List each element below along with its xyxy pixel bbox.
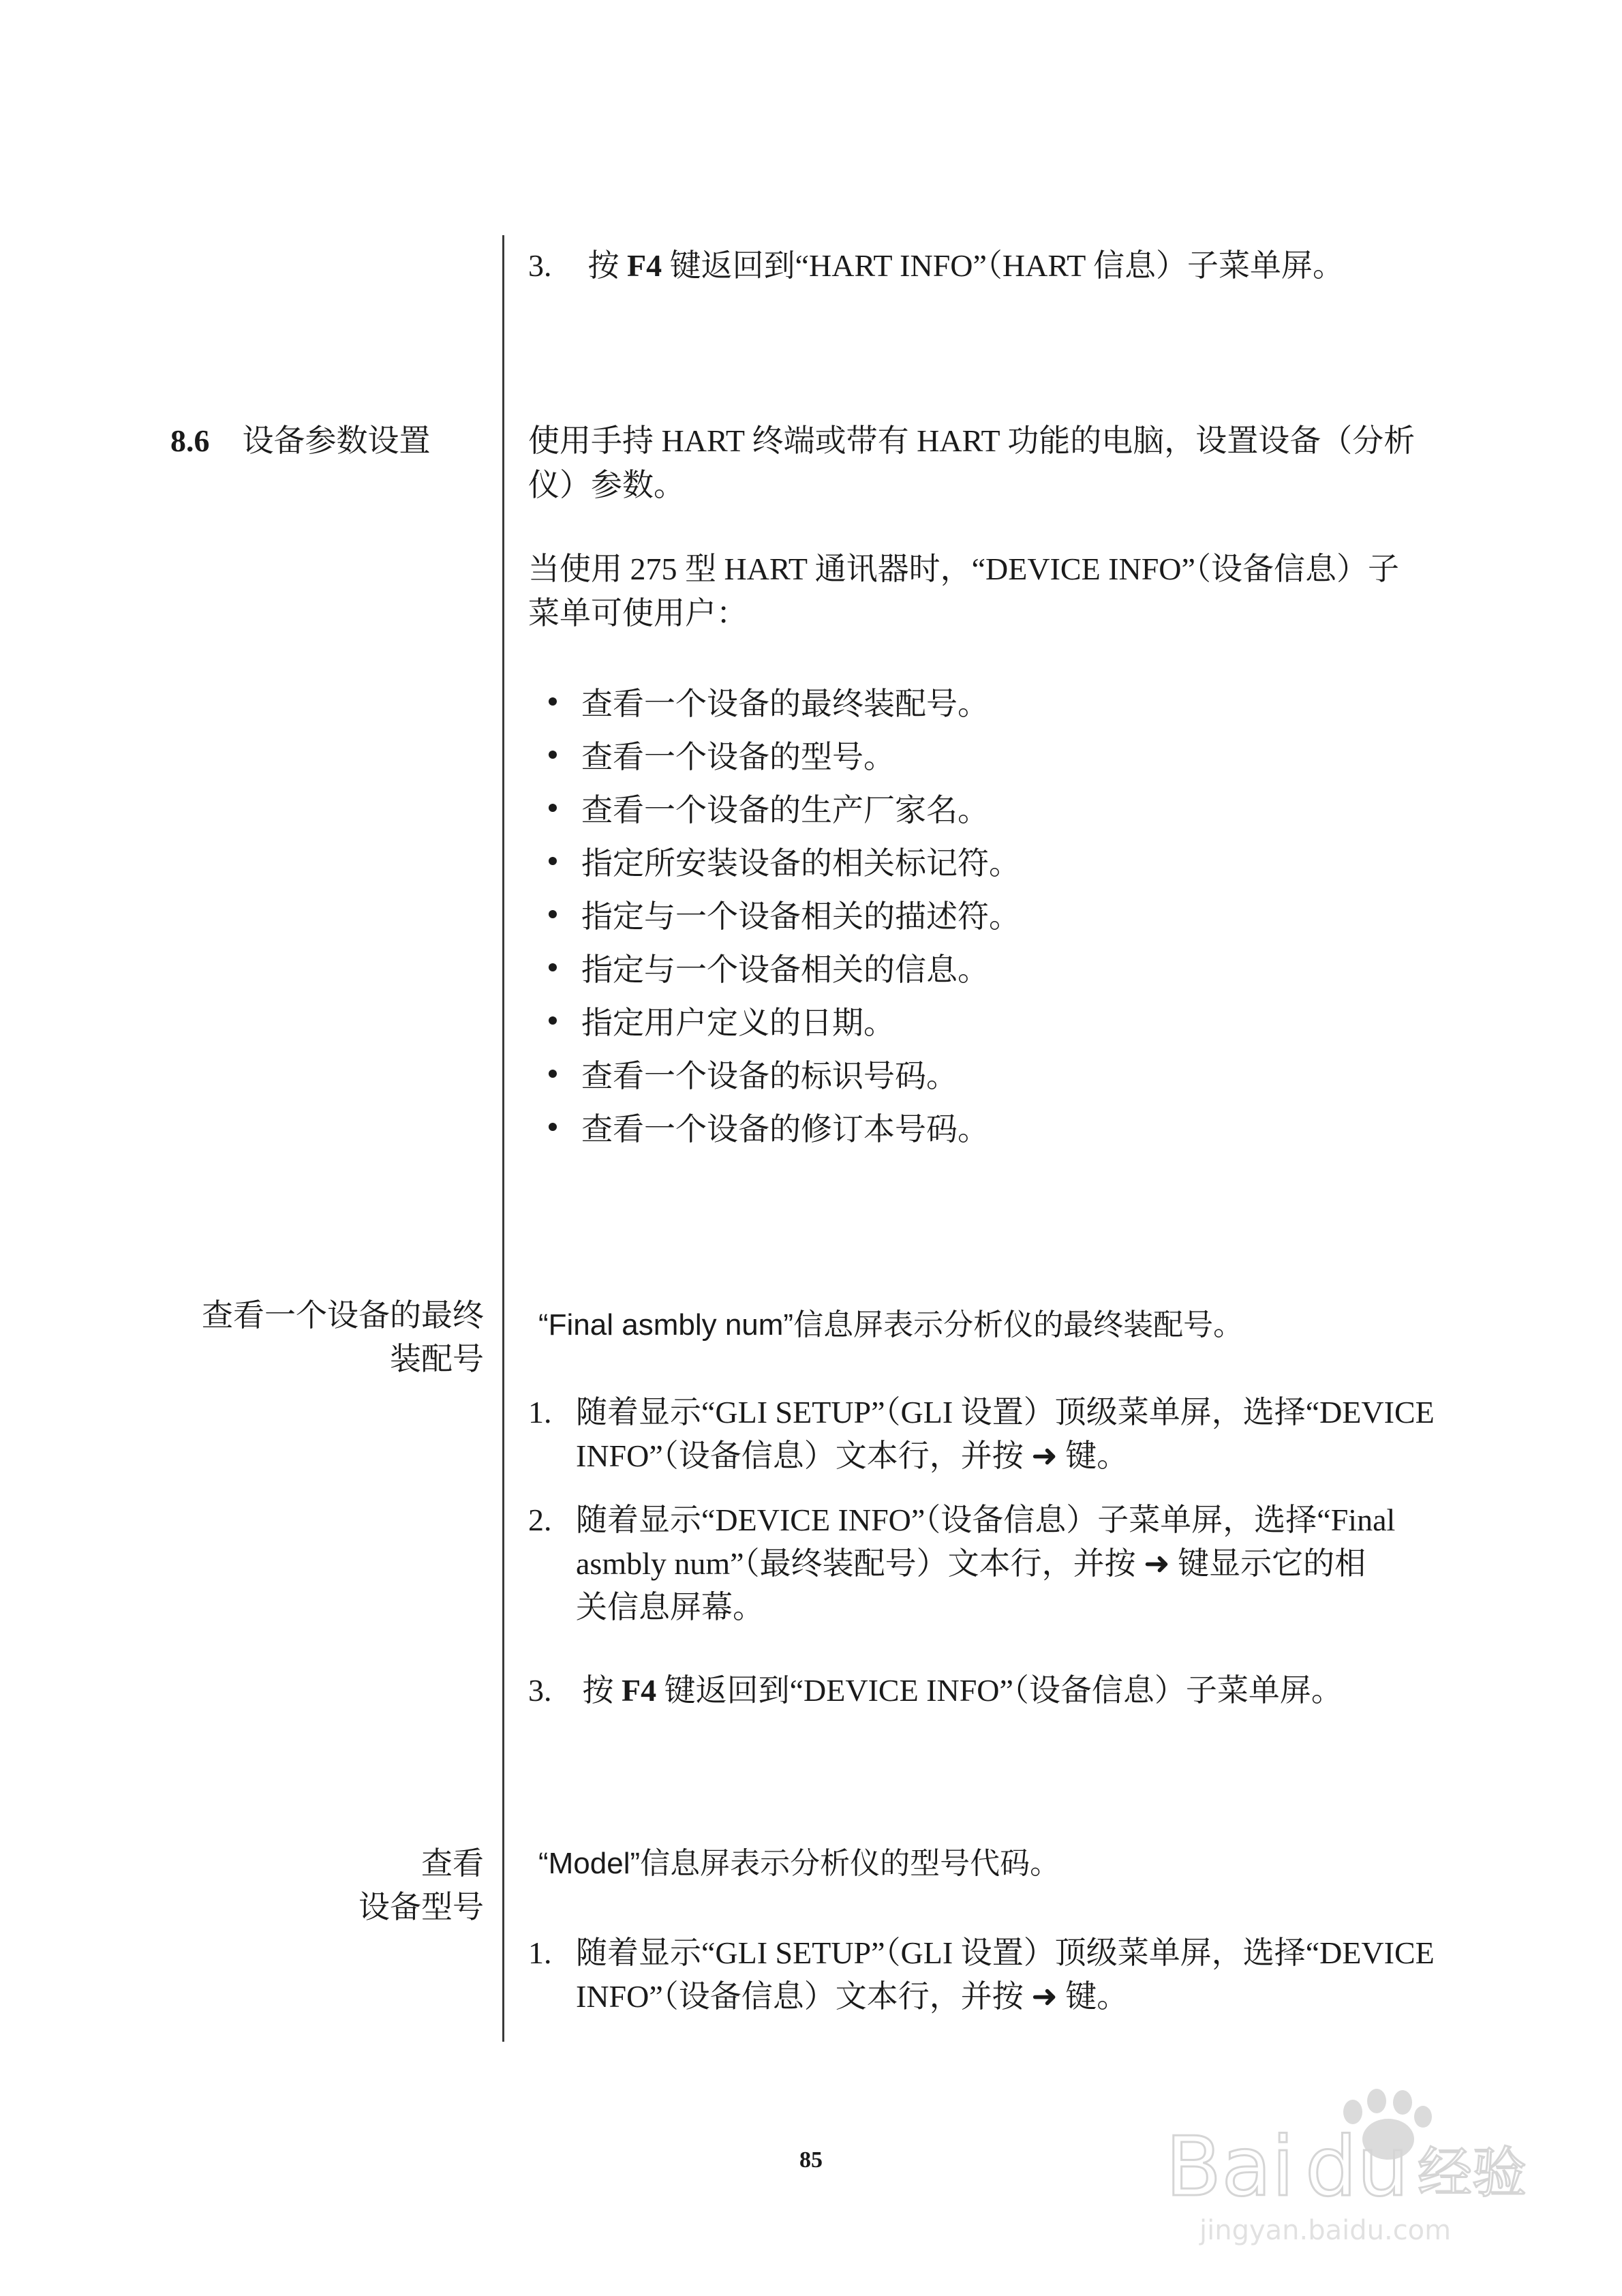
step-text-pre: 按 (587, 248, 627, 283)
step-number: 3. (528, 248, 552, 283)
section-para2-line2: 菜单可使用户： (528, 596, 748, 631)
page-number: 85 (799, 2147, 823, 2173)
list-item: 指定所安装设备的相关标记符。 (549, 834, 1020, 888)
final-step3 (528, 1669, 1343, 1712)
final-step1-line1: 随着显示“GLI SETUP”（GLI 设置）顶级菜单屏，选择“DEVICE (576, 1395, 1435, 1430)
side-heading-model-line2: 设备型号 (358, 1890, 484, 1924)
model-intro: “Model”信息屏表示分析仪的型号代码。 (538, 1847, 1060, 1880)
section-heading (170, 419, 431, 463)
section-para1-line2: 仪）参数。 (528, 468, 685, 502)
section-title: 设备参数设置 (242, 423, 431, 458)
bullet-icon (549, 1070, 557, 1078)
section-para1-line1: 使用手持 HART 终端或带有 HART 功能的电脑，设置设备（分析 (528, 423, 1416, 458)
list-item: 查看一个设备的标识号码。 (549, 1047, 1020, 1100)
step-number: 3. (528, 1673, 552, 1708)
list-item: 查看一个设备的最终装配号。 (549, 675, 1020, 728)
baidu-watermark (1159, 2079, 1540, 2250)
side-heading-final-line2: 装配号 (390, 1342, 484, 1376)
key-f4: F4 (627, 248, 662, 283)
top-step-3 (528, 244, 1344, 288)
bullet-icon (549, 910, 557, 918)
final-step2-line3: 关信息屏幕。 (576, 1590, 764, 1625)
model-step1-num: 1. (528, 1935, 552, 1970)
list-item: 查看一个设备的生产厂家名。 (549, 781, 1020, 834)
final-step2-line1: 随着显示“DEVICE INFO”（设备信息）子菜单屏，选择“Final (576, 1502, 1396, 1537)
list-item: 指定与一个设备相关的信息。 (549, 941, 1020, 994)
bullet-icon (549, 1016, 557, 1025)
watermark-url: jingyan.baidu.com (1199, 2215, 1452, 2246)
watermark-brand: Bai (1165, 2120, 1295, 2215)
step-text-post: 键返回到“HART INFO”（HART 信息）子菜单屏。 (662, 248, 1345, 283)
list-item: 查看一个设备的型号。 (549, 728, 1020, 781)
section-number: 8.6 (170, 423, 210, 458)
watermark-brand-2: du (1305, 2120, 1409, 2215)
final-step1-num: 1. (528, 1395, 552, 1430)
bullet-icon (549, 751, 557, 759)
step-text-post: 键返回到“DEVICE INFO”（设备信息）子菜单屏。 (656, 1673, 1343, 1708)
final-step2-line2: asmbly num”（最终装配号）文本行，并按 ➜ 键显示它的相 (576, 1546, 1366, 1581)
side-heading-final-line1: 查看一个设备的最终 (202, 1298, 484, 1333)
watermark-cn: 经验 (1418, 2141, 1527, 2205)
list-item: 查看一个设备的修订本号码。 (549, 1100, 1020, 1153)
list-item: 指定与一个设备相关的描述符。 (549, 888, 1020, 941)
section-para2-line1: 当使用 275 型 HART 通讯器时，“DEVICE INFO”（设备信息）子 (528, 552, 1399, 586)
final-step2-num: 2. (528, 1502, 552, 1537)
bullet-icon (549, 804, 557, 812)
list-item: 指定用户定义的日期。 (549, 994, 1020, 1047)
bullet-icon (549, 857, 557, 865)
column-divider (502, 235, 504, 2042)
side-heading-model-line1: 查看 (421, 1846, 484, 1881)
key-f4: F4 (622, 1673, 657, 1708)
bullet-icon (549, 963, 557, 971)
final-step1-line2: INFO”（设备信息）文本行，并按 ➜ 键。 (576, 1438, 1129, 1473)
final-intro: “Final asmbly num”信息屏表示分析仪的最终装配号。 (538, 1308, 1244, 1342)
model-step1-line2: INFO”（设备信息）文本行，并按 ➜ 键。 (576, 1979, 1129, 2014)
bullet-icon (549, 1123, 557, 1131)
bullet-icon (549, 697, 557, 706)
bullet-list (549, 675, 1020, 1153)
model-step1-line1: 随着显示“GLI SETUP”（GLI 设置）顶级菜单屏，选择“DEVICE (576, 1935, 1435, 1970)
step-text-pre: 按 (582, 1673, 622, 1708)
baidu-paw-icon (1159, 2079, 1540, 2250)
